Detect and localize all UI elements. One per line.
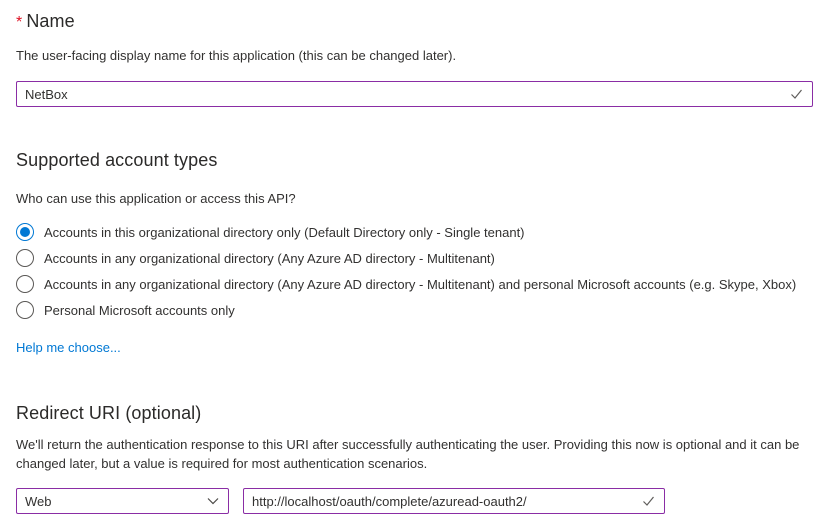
name-section-title: [16, 11, 813, 33]
name-description: The user-facing display name for this application (this can be changed later).: [16, 48, 457, 63]
radio-option-label: Accounts in any organizational directory (Any Azure AD directory - Multitenant) and personal Microsoft accounts (e.g. Skype, Xbox): [44, 276, 797, 292]
chevron-down-icon: [207, 497, 219, 505]
redirect-uri-input[interactable]: [244, 489, 642, 513]
redirect-uri-controls: [16, 488, 813, 514]
account-types-title: Supported account types: [16, 150, 218, 170]
redirect-uri-title: Redirect URI (optional): [16, 403, 202, 423]
redirect-uri-description: We'll return the authentication response to this URI after successfully authenticating the user. Providing this now is optional and it can be changed later, but a value is required for most authentication scenarios.: [16, 437, 800, 471]
required-asterisk: *: [16, 14, 23, 31]
radio-button-icon[interactable]: [16, 301, 34, 319]
radio-option-single-tenant[interactable]: [16, 219, 813, 245]
radio-button-icon[interactable]: [16, 249, 34, 267]
checkmark-icon: [642, 495, 655, 507]
radio-option-label: Personal Microsoft accounts only: [44, 302, 235, 318]
radio-option-label: Accounts in any organizational directory (Any Azure AD directory - Multitenant): [44, 250, 495, 266]
redirect-uri-input-box: [243, 488, 665, 514]
redirect-uri-section: [16, 403, 813, 514]
radio-option-personal-only[interactable]: [16, 297, 813, 323]
account-types-section: [16, 150, 813, 357]
radio-option-multitenant[interactable]: [16, 245, 813, 271]
radio-button-icon[interactable]: [16, 275, 34, 293]
name-input[interactable]: [17, 82, 790, 106]
radio-option-multitenant-personal[interactable]: [16, 271, 813, 297]
account-types-radio-group: [16, 219, 813, 323]
name-input-box: [16, 81, 813, 107]
checkmark-icon: [790, 88, 803, 100]
radio-option-label: Accounts in this organizational directory only (Default Directory only - Single tenant): [44, 224, 525, 240]
name-title-text: Name: [26, 11, 75, 31]
account-types-question: Who can use this application or access this API?: [16, 191, 296, 206]
help-me-choose-link[interactable]: Help me choose...: [16, 340, 121, 355]
platform-select-value: Web: [25, 493, 52, 509]
radio-button-icon[interactable]: [16, 223, 34, 241]
name-section: [16, 11, 813, 107]
platform-select[interactable]: [16, 488, 229, 514]
